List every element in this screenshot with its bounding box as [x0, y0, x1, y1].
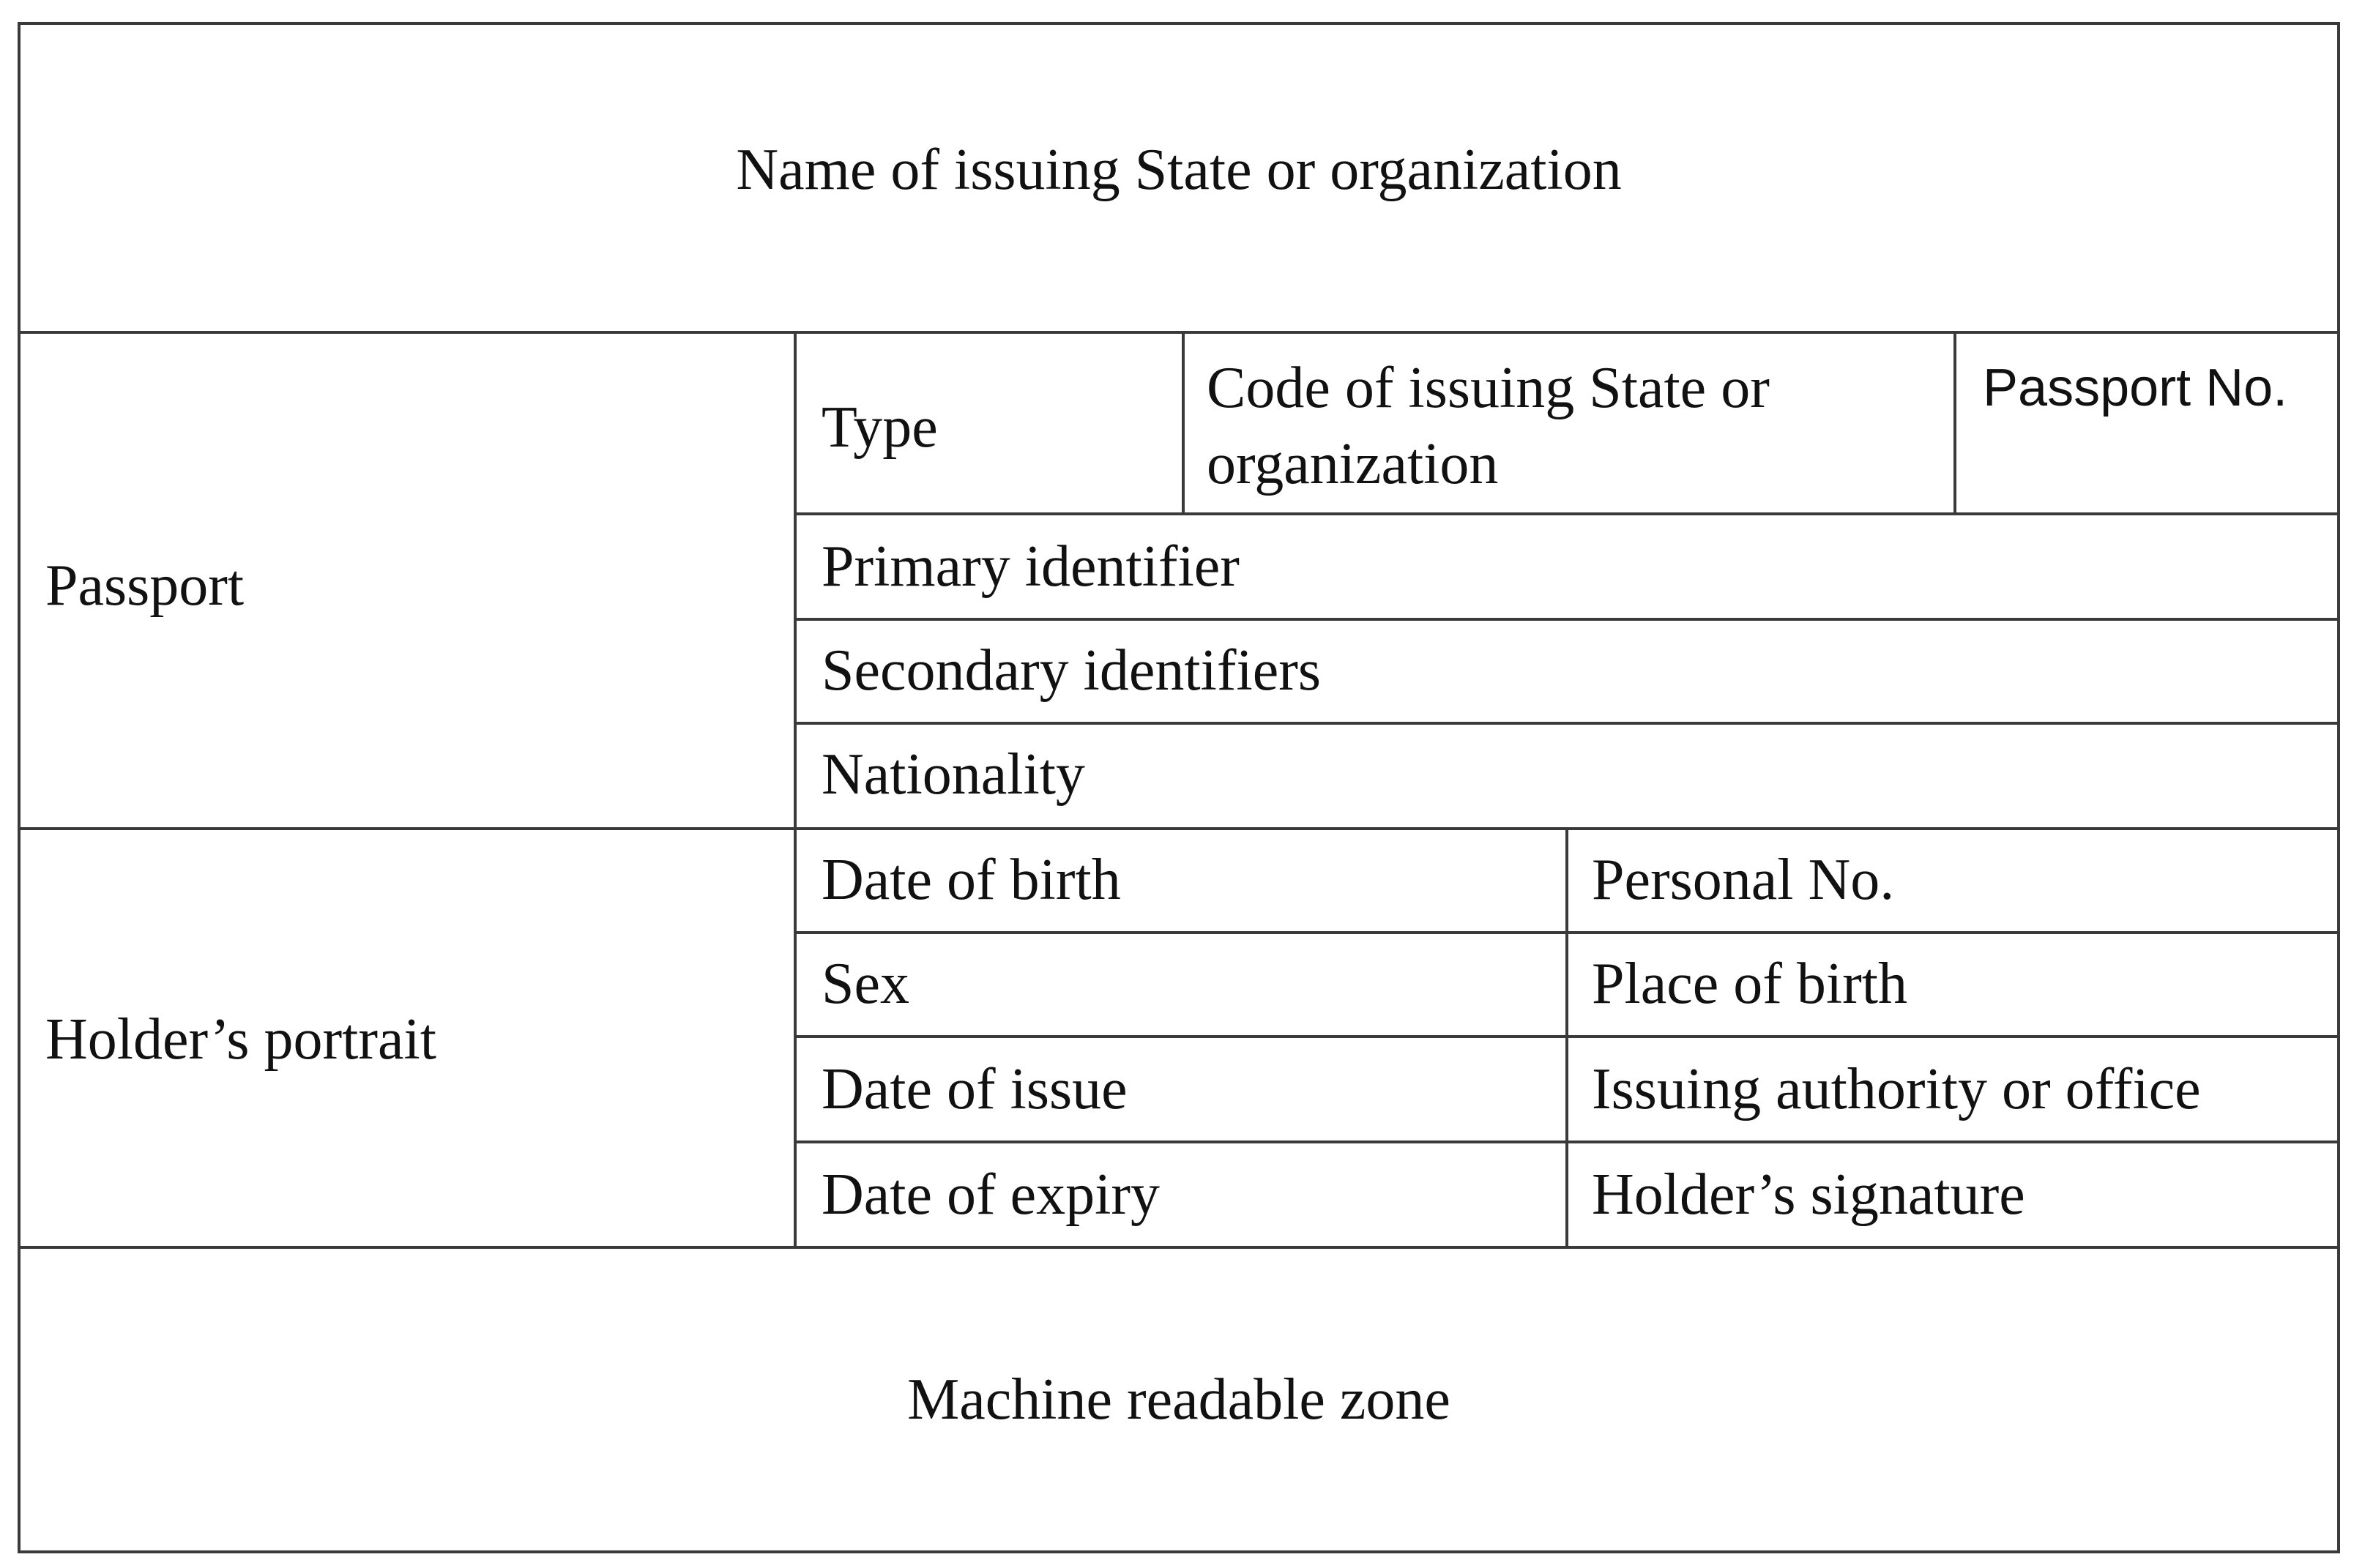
issuing-authority-label: Issuing authority or office	[1592, 1057, 2201, 1121]
holder-portrait-zone	[18, 827, 797, 1249]
passport-label-zone	[18, 331, 797, 830]
issuing-state-code-field	[1182, 331, 1956, 515]
place-of-birth-field	[1565, 931, 2340, 1038]
machine-readable-zone	[18, 1246, 2340, 1553]
primary-identifier-label: Primary identifier	[822, 534, 1240, 599]
passport-number-label: Passport No.	[1983, 359, 2288, 417]
nationality-label: Nationality	[822, 742, 1085, 807]
issuing-authority-field	[1565, 1035, 2340, 1143]
date-of-birth-label: Date of birth	[822, 848, 1121, 912]
secondary-identifiers-field	[794, 618, 2340, 725]
passport-label: Passport	[45, 553, 245, 618]
issuing-state-code-label: Code of issuing State or organization	[1207, 356, 1770, 496]
nationality-field	[794, 722, 2340, 830]
date-of-issue-field	[794, 1035, 1568, 1143]
sex-label: Sex	[822, 952, 909, 1016]
type-field	[794, 331, 1185, 515]
type-label: Type	[822, 395, 938, 460]
issuing-state-name-zone	[18, 22, 2340, 334]
place-of-birth-label: Place of birth	[1592, 952, 1907, 1016]
holder-signature-label: Holder’s signature	[1592, 1162, 2025, 1227]
personal-number-label: Personal No.	[1592, 848, 1895, 912]
date-of-issue-label: Date of issue	[822, 1057, 1128, 1121]
holder-signature-field	[1565, 1140, 2340, 1249]
personal-number-field	[1565, 827, 2340, 934]
primary-identifier-field	[794, 512, 2340, 621]
passport-number-field	[1953, 331, 2340, 515]
machine-readable-zone-label: Machine readable zone	[907, 1367, 1450, 1432]
date-of-expiry-field	[794, 1140, 1568, 1249]
holder-portrait-label: Holder’s portrait	[45, 1007, 436, 1072]
date-of-expiry-label: Date of expiry	[822, 1162, 1161, 1227]
secondary-identifiers-label: Secondary identifiers	[822, 638, 1321, 703]
sex-field	[794, 931, 1568, 1038]
issuing-state-name-label: Name of issuing State or organization	[736, 138, 1622, 202]
date-of-birth-field	[794, 827, 1568, 934]
